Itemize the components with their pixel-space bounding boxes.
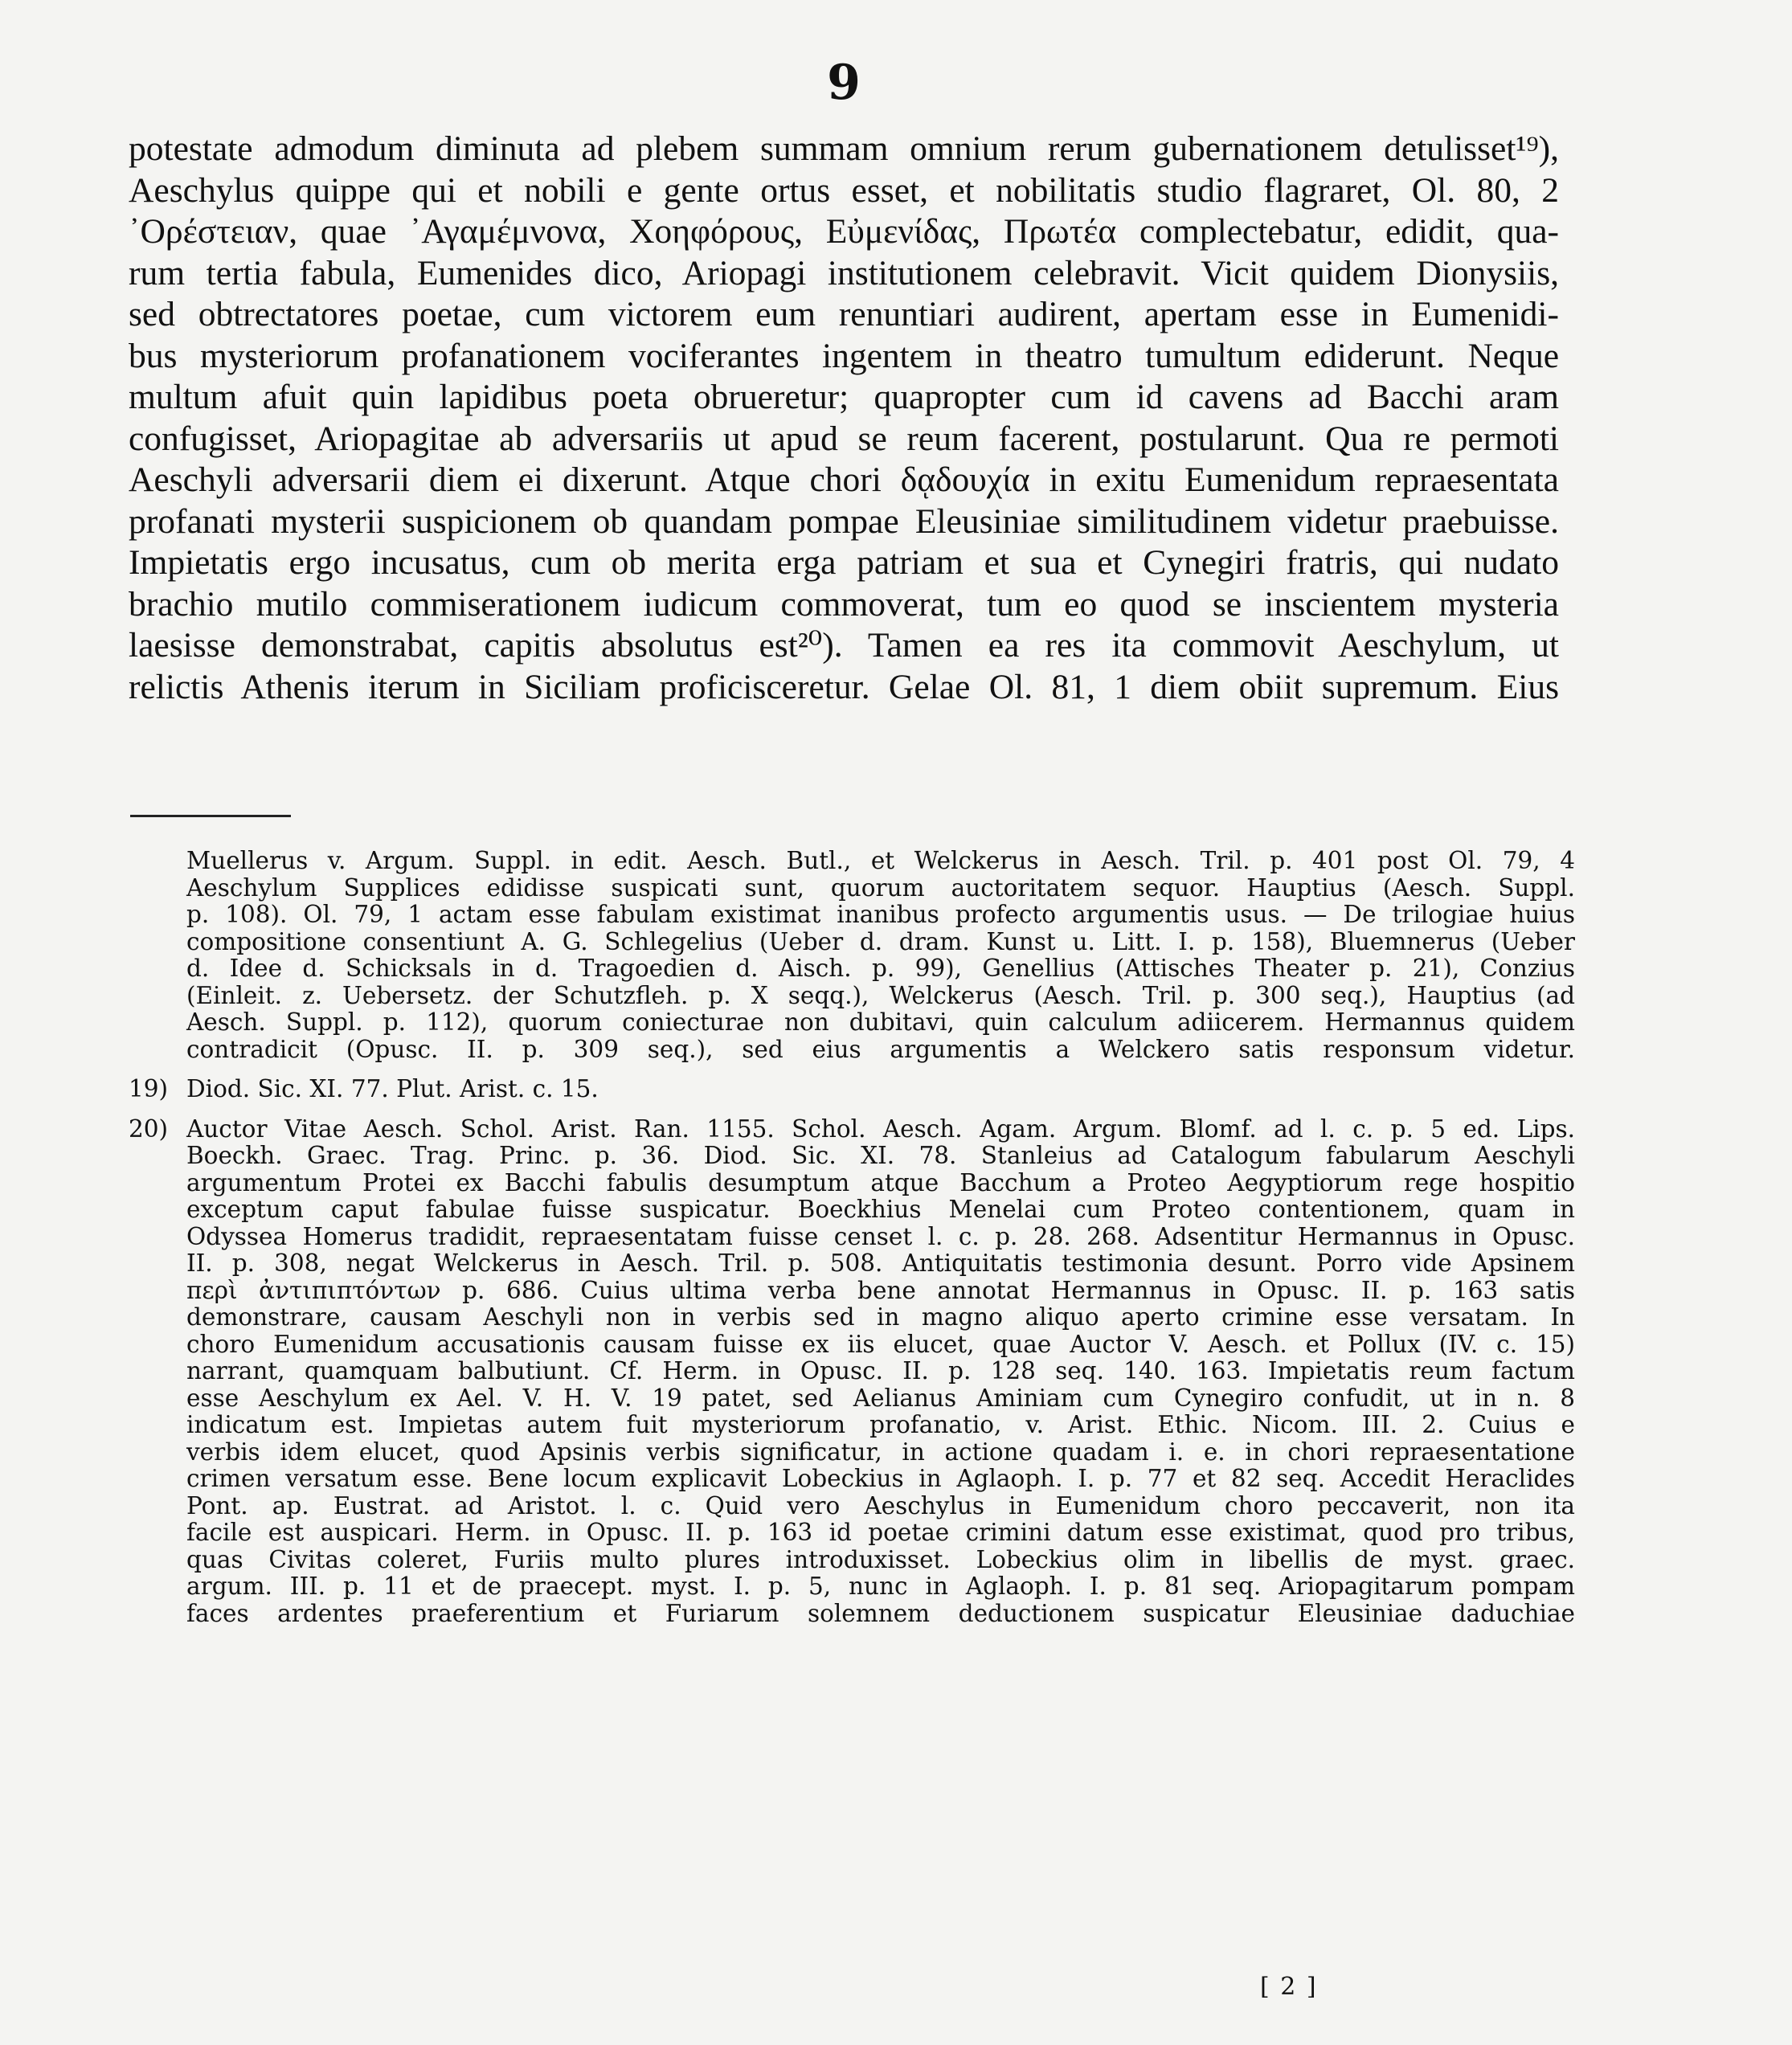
footnote-line: Boeckh. Graec. Trag. Princ. p. 36. Diod. Sic. XI. 78. Stanleius ad Catalogum fabularum Aeschyli	[186, 1142, 1575, 1169]
text-line: laesisse demonstrabat, capitis absolutus est²⁰). Tamen ea res ita commovit Aeschylum, ut	[129, 626, 1559, 665]
footnote-18	[129, 848, 1575, 1063]
text-line: bus mysteriorum profanationem vociferantes ingentem in theatro tumultum ediderunt. Neque	[129, 336, 1559, 375]
footnote-line: Muellerus v. Argum. Suppl. in edit. Aesch. Butl., et Welckerus in Aesch. Tril. p. 401 post Ol. 79, 4	[186, 847, 1575, 874]
text-line: potestate admodum diminuta ad plebem summam omnium rerum gubernationem detulisset¹⁹),	[129, 129, 1559, 168]
footnote-line: d. Idee d. Schicksals in d. Tragoedien d. Aisch. p. 99), Genellius (Attisches Theater p. 21), Conzius	[186, 955, 1575, 982]
footnote-label: 20)	[129, 1115, 169, 1143]
footnote-line: Pont. ap. Eustrat. ad Aristot. l. c. Quid vero Aeschylus in Eumenidum choro peccaverit, non ita	[186, 1491, 1575, 1519]
footnote-line: (Einleit. z. Uebersetz. der Schutzfleh. p. X seqq.), Welckerus (Aesch. Tril. p. 300 seq.), Hauptius (ad	[186, 981, 1575, 1009]
footnote-line: argum. III. p. 11 et de praecept. myst. I. p. 5, nunc in Aglaoph. I. p. 81 seq. Ariopagitarum pompam	[186, 1573, 1575, 1600]
footnote-label: 19)	[129, 1075, 169, 1102]
text-line: profanati mysterii suspicionem ob quandam pompae Eleusiniae similitudinem videtur praebuisse.	[129, 501, 1559, 541]
footnote-20	[129, 1116, 1575, 1628]
footnote-line: II. p. 308, negat Welckerus in Aesch. Tril. p. 508. Antiquitatis testimonia desunt. Porro vide Apsinem	[186, 1249, 1575, 1277]
footnote-line: Odyssea Homerus tradidit, repraesentatam fuisse censet l. c. p. 28. 268. Adsentitur Hermannus in Opusc.	[186, 1222, 1575, 1250]
text-line: Aeschyli adversarii diem ei dixerunt. Atque chori δᾳδουχία in exitu Eumenidum repraesentata	[129, 460, 1559, 499]
text-line: confugisset, Ariopagitae ab adversariis ut apud se reum facerent, postularunt. Qua re permoti	[129, 419, 1559, 458]
text-line: multum afuit quin lapidibus poeta obrueretur; quapropter cum id cavens ad Bacchi aram	[129, 378, 1559, 416]
footnote-19	[129, 1076, 1575, 1103]
footnote-line: verbis idem elucet, quod Apsinis verbis significatur, in actione quadam i. e. in chori repraesentatione	[186, 1438, 1575, 1466]
footnote-line: p. 108). Ol. 79, 1 actam esse fabulam existimat inanibus profecto argumentis usus. — De trilogiae huius	[186, 901, 1575, 928]
footnote-line: crimen versatum esse. Bene locum explicavit Lobeckius in Aglaoph. I. p. 77 et 82 seq. Accedit Heraclides	[186, 1465, 1575, 1492]
footnote-line: Aeschylum Supplices edidisse suspicati sunt, quorum auctoritatem sequor. Hauptius (Aesch. Suppl.	[186, 873, 1575, 902]
footnote-line: argumentum Protei ex Bacchi fabulis desumptum atque Bacchum a Proteo Aegyptiorum rege hospitio	[186, 1168, 1575, 1196]
signature-mark: [ 2 ]	[1260, 1973, 1318, 2001]
footnote-line: Diod. Sic. XI. 77. Plut. Arist. c. 15.	[186, 1075, 599, 1102]
page-number: 9	[827, 55, 861, 111]
text-line: ᾿Ορέστειαν, quae ᾿Αγαμέμνονα, Χοηφόρους, Εὐμενίδας, Πρωτέα complectebatur, edidit, qua-	[129, 212, 1559, 251]
text-line: sed obtrectatores poetae, cum victorem eum renuntiari audirent, apertam esse in Eumenidi-	[129, 295, 1559, 333]
footnote-line: demonstrare, causam Aeschyli non in verbis sed in magno aliquo aperto crimine esse versatam. In	[186, 1303, 1575, 1331]
footnote-line: περὶ ἀντιπιπτόντων p. 686. Cuius ultima verba bene annotat Hermannus in Opusc. II. p. 163 satis	[186, 1276, 1575, 1304]
footnote-line: indicatum est. Impietas autem fuit mysteriorum profanatio, v. Arist. Ethic. Nicom. III. 2. Cuius e	[186, 1411, 1575, 1438]
footnote-line: choro Eumenidum accusationis causam fuisse ex iis elucet, quae Auctor V. Aesch. et Pollux (IV. c. 15)	[186, 1330, 1575, 1358]
footnote-line: esse Aeschylum ex Ael. V. H. V. 19 patet, sed Aelianus Aminiam cum Cynegiro confudit, ut in n. 8	[186, 1384, 1575, 1412]
footnote-line: compositione consentiunt A. G. Schlegelius (Ueber d. dram. Kunst u. Litt. I. p. 158), Bluemnerus (Ueber	[186, 927, 1575, 955]
footnote-line: exceptum caput fabulae fuisse suspicatur. Boeckhius Menelai cum Proteo contentionem, quam in	[186, 1196, 1575, 1223]
footnote-line: narrant, quamquam balbutiunt. Cf. Herm. in Opusc. II. p. 128 seq. 140. 163. Impietatis reum factum	[186, 1357, 1575, 1384]
footnote-line: facile est auspicari. Herm. in Opusc. II. p. 163 id poetae crimini datum esse existimat, quod pro tribus,	[186, 1519, 1575, 1546]
text-line: Impietatis ergo incusatus, cum ob merita erga patriam et sua et Cynegiri fratris, qui nudato	[129, 543, 1559, 582]
text-line: brachio mutilo commiserationem iudicum commoverat, tum eo quod se inscientem mysteria	[129, 584, 1559, 624]
footnote-line: quas Civitas coleret, Furiis multo plures introduxisset. Lobeckius olim in libellis de myst. graec.	[186, 1545, 1575, 1573]
footnote-line: Auctor Vitae Aesch. Schol. Arist. Ran. 1155. Schol. Aesch. Agam. Argum. Blomf. ad l. c. p. 5 ed. Lips.	[186, 1115, 1575, 1143]
footnote-separator	[130, 815, 291, 817]
text-line: rum tertia fabula, Eumenides dico, Ariopagi institutionem celebravit. Vicit quidem Dionysiis,	[129, 253, 1559, 292]
text-line: relictis Athenis iterum in Siciliam proficisceretur. Gelae Ol. 81, 1 diem obiit supremum. Eius	[129, 667, 1559, 706]
footnotes-block	[129, 848, 1575, 1627]
footnote-line: contradicit (Opusc. II. p. 309 seq.), sed eius argumentis a Welckero satis responsum videtur.	[186, 1035, 1575, 1063]
footnote-line: Aesch. Suppl. p. 112), quorum coniecturae non dubitavi, quin calculum adiicerem. Hermannus quidem	[186, 1008, 1575, 1036]
text-line: Aeschylus quippe qui et nobili e gente ortus esset, et nobilitatis studio flagraret, Ol. 80, 2	[129, 170, 1559, 210]
footnote-line: faces ardentes praeferentium et Furiarum solemnem deductionem suspicatur Eleusiniae daduchiae	[186, 1599, 1575, 1627]
main-text-block	[129, 129, 1559, 708]
